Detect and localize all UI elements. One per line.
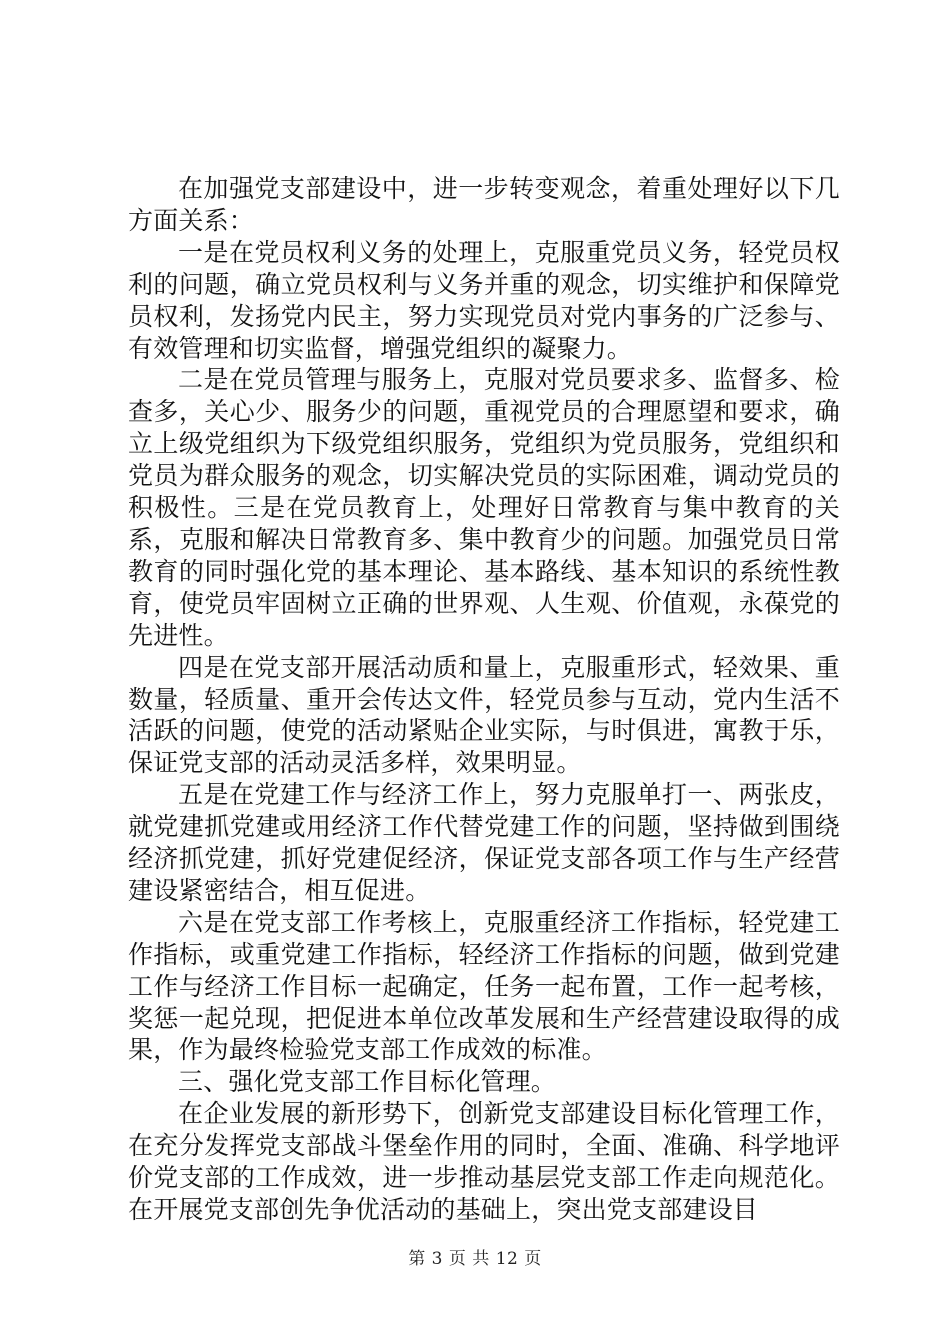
section-heading: 三、强化党支部工作目标化管理。	[178, 1067, 557, 1097]
paragraph-intro: 在加强党支部建设中，进一步转变观念，着重处理好以下几方面关系：	[128, 174, 840, 235]
paragraph-item-2-3: 二是在党员管理与服务上，克服对党员要求多、监督多、检查多，关心少、服务少的问题，重视党员的合理愿望和要求，确立上级党组织为下级党组织服务，党组织为党员服务，党组织和党员为群众服务的观念，切实解决党员的实际困难，调动党员的积极性。三是在党员教育上，处理好日常教育与集中教育的关系，克服和解决日常教育多、集中教育少的问题。加强党员日常教育的同时强化党的基本理论、基本路线、基本知识的系统性教育，使党员牢固树立正确的世界观、人生观、价值观，永葆党的先进性。	[128, 365, 840, 650]
paragraph-item-6: 六是在党支部工作考核上，克服重经济工作指标，轻党建工作指标，或重党建工作指标，轻经济工作指标的问题，做到党建工作与经济工作目标一起确定，任务一起布置，工作一起考核，奖惩一起兑现，把促进本单位改革发展和生产经营建设取得的成果，作为最终检验党支部工作成效的标准。	[128, 907, 840, 1065]
paragraph-section-body: 在企业发展的新形势下，创新党支部建设目标化管理工作，在充分发挥党支部战斗堡垒作用的同时，全面、准确、科学地评价党支部的工作成效，进一步推动基层党支部工作走向规范化。在开展党支部创先争优活动的基础上，突出党支部建设目	[128, 1099, 840, 1224]
paragraph-item-5: 五是在党建工作与经济工作上，努力克服单打一、两张皮，就党建抓党建或用经济工作代替党建工作的问题，坚持做到围绕经济抓党建，抓好党建促经济，保证党支部各项工作与生产经营建设紧密结合，相互促进。	[128, 780, 840, 905]
paragraph-item-4: 四是在党支部开展活动质和量上，克服重形式，轻效果、重数量，轻质量、重开会传达文件，轻党员参与互动，党内生活不活跃的问题，使党的活动紧贴企业实际，与时俱进，寓教于乐，保证党支部的活动灵活多样，效果明显。	[128, 652, 840, 778]
document-body	[128, 173, 840, 1226]
paragraph-item-1: 一是在党员权利义务的处理上，克服重党员义务，轻党员权利的问题，确立党员权利与义务并重的观念，切实维护和保障党员权利，发扬党内民主，努力实现党员对党内事务的广泛参与、有效管理和切实监督，增强党组织的凝聚力。	[128, 237, 840, 363]
page-footer: 第 3 页 共 12 页	[408, 1249, 542, 1269]
